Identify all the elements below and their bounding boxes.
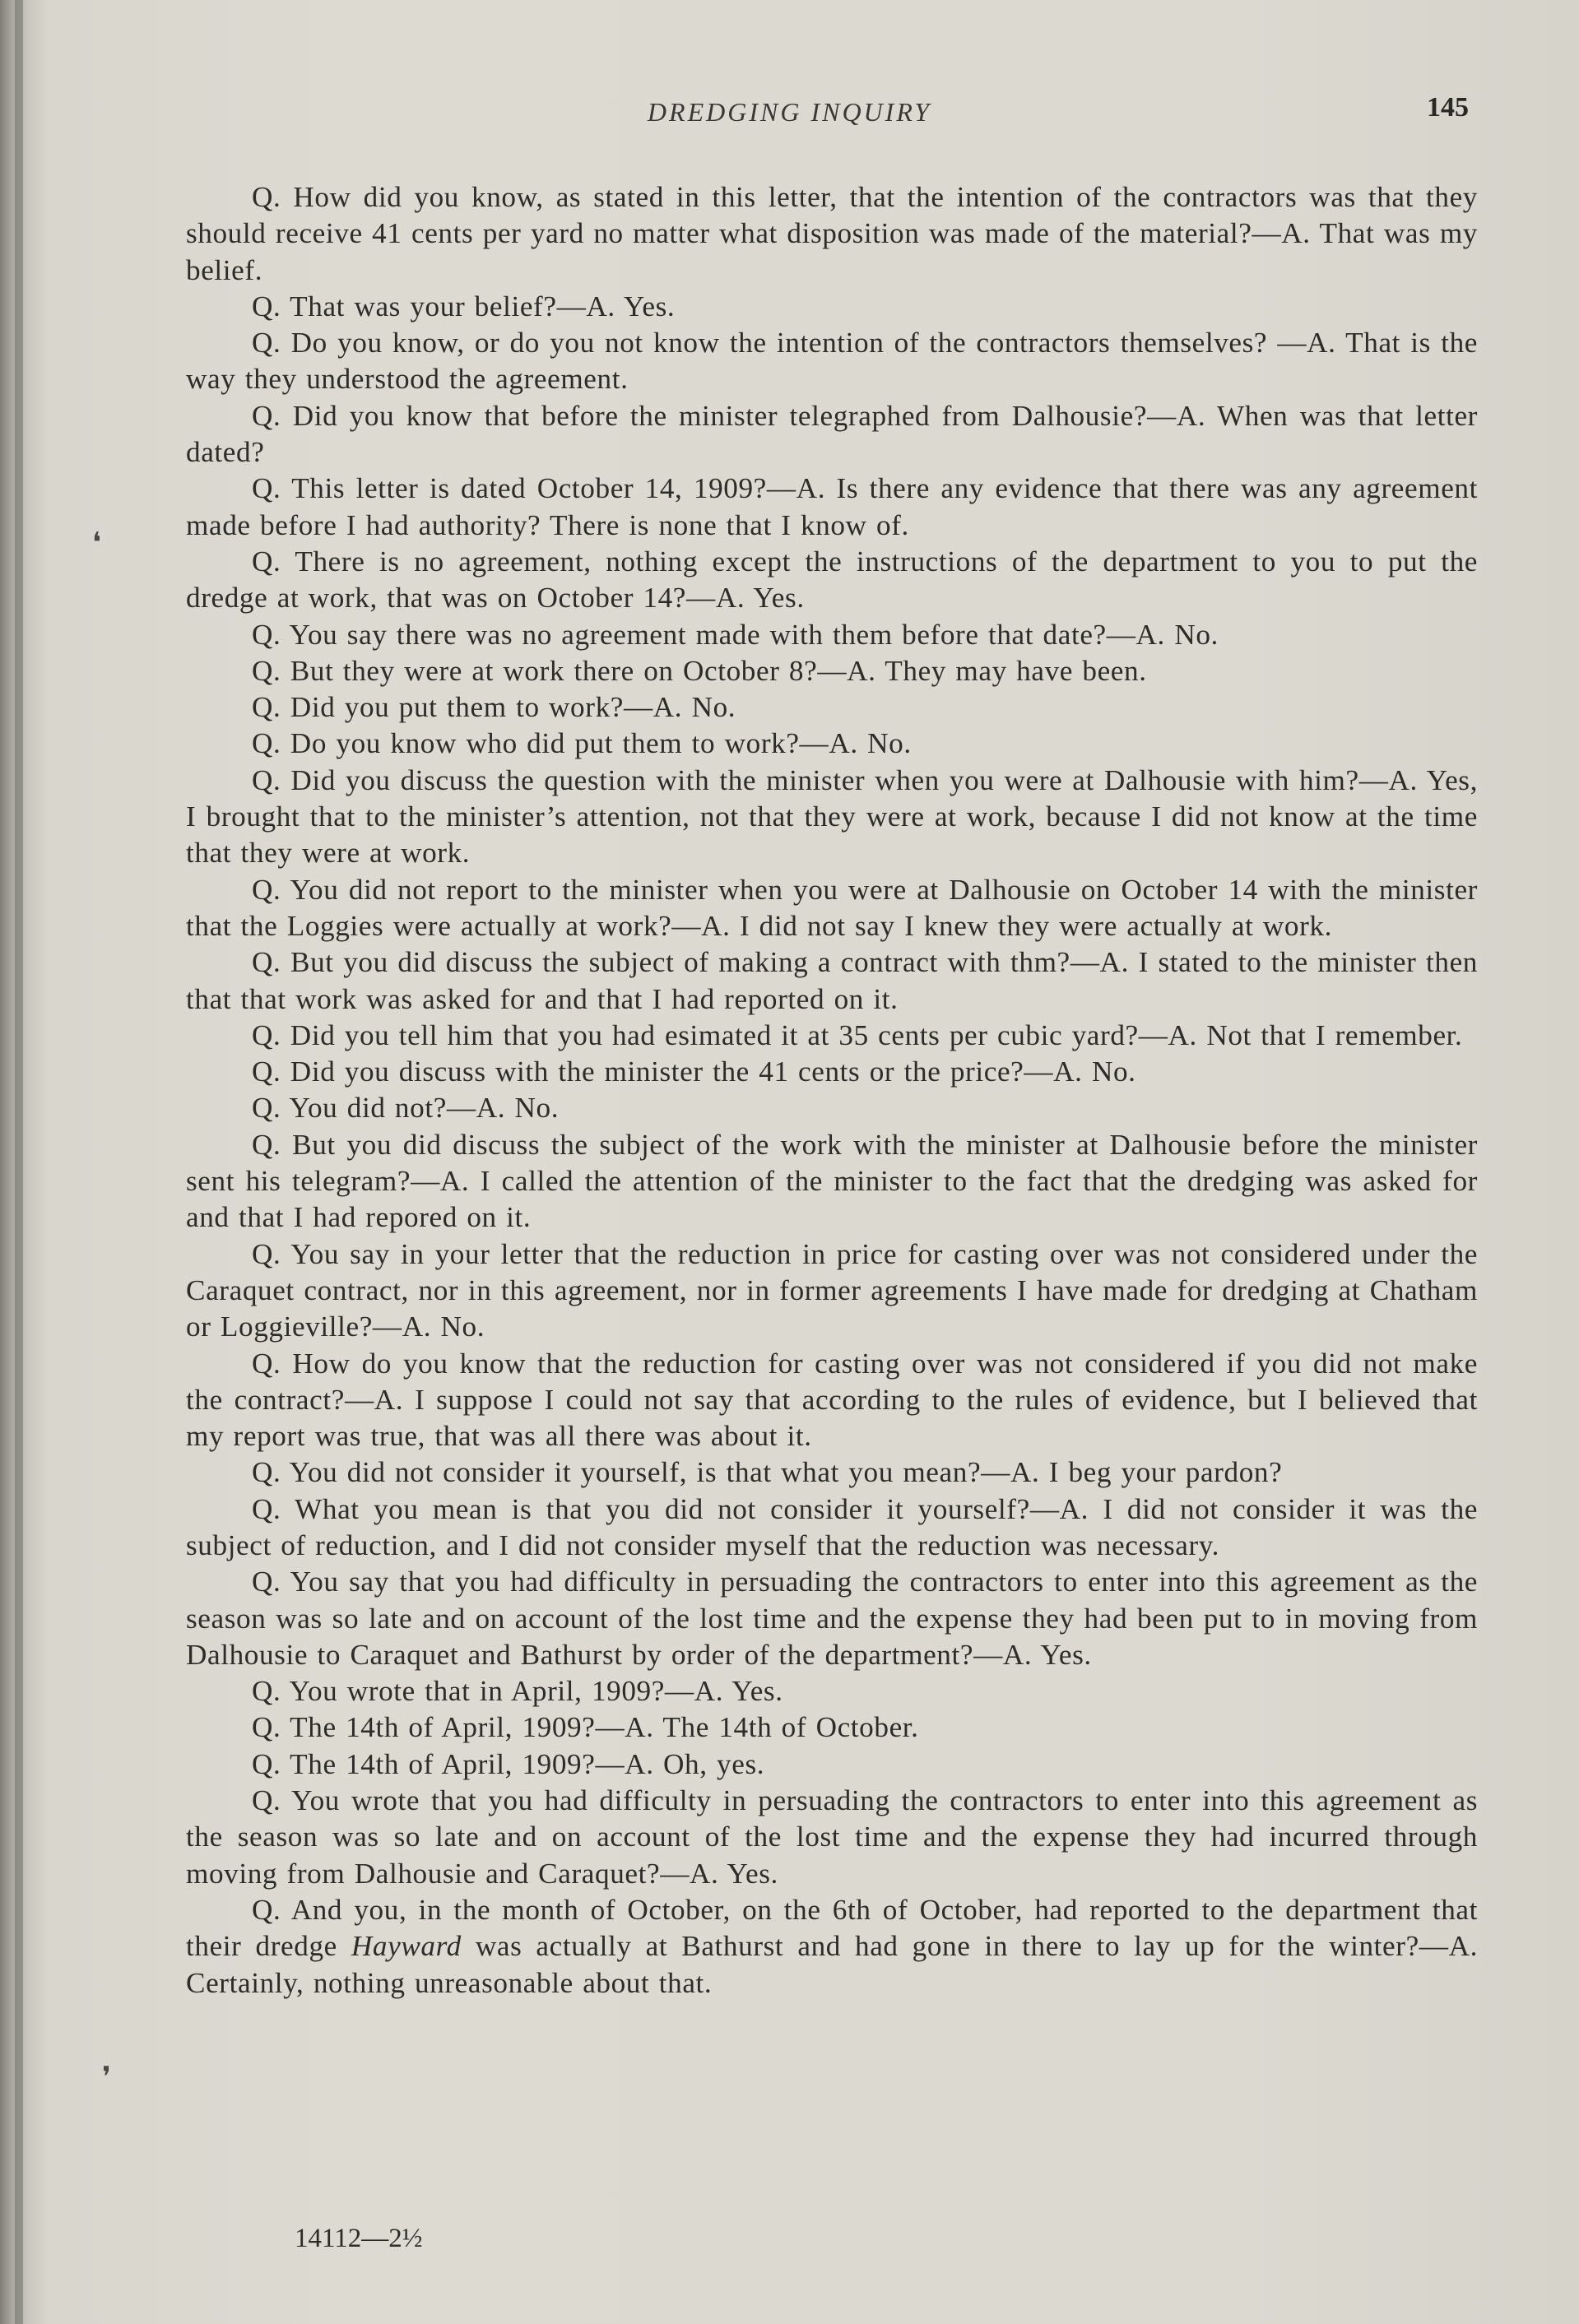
testimony-paragraph: Q. But you did discuss the subject of the work with the minister at Dalhousie before the minister sent his telegram?—A. I called the attention of the minister to the fact that the dredging was asked for and that I had repored on it. [186, 1128, 1478, 1234]
testimony-paragraph: Q. The 14th of April, 1909?—A. Oh, yes. [252, 1747, 765, 1780]
testimony-paragraph: Q. You say there was no agreement made with them before that date?—A. No. [252, 618, 1219, 651]
testimony-paragraph: Q. Did you discuss with the minister the 41 cents or the price?—A. No. [252, 1055, 1136, 1088]
dredge-name: Hayward [351, 1930, 462, 1963]
testimony-paragraph: Q. This letter is dated October 14, 1909?—A. Is there any evidence that there was any agreement made before I had authority? There is none that I know of. [186, 472, 1478, 541]
testimony-paragraph: Q. You wrote that you had difficulty in persuading the contractors to enter into this agreement as the season was so late and on account of the lost time and the expense they had incurred through moving from Dalhousie and Caraquet?—A. Yes. [186, 1784, 1478, 1890]
testimony-paragraph-last [186, 1892, 1478, 2002]
page-number: 145 [1427, 92, 1469, 123]
testimony-paragraph: Q. You did not consider it yourself, is that what you mean?—A. I beg your pardon? [252, 1456, 1283, 1489]
testimony-body [186, 179, 1478, 2002]
testimony-paragraph: Q. Did you know that before the minister telegraphed from Dalhousie?—A. When was that letter dated? [186, 399, 1478, 469]
testimony-paragraph: Q. Do you know who did put them to work?—A. No. [252, 727, 912, 760]
running-header: DREDGING INQUIRY [647, 97, 932, 127]
testimony-paragraph: Q. Did you put them to work?—A. No. [252, 691, 736, 724]
text-run: Q. And you, in the month of October, on the 6th of October, had reported to the department that their dredge [186, 1893, 1478, 1963]
testimony-paragraph: Q. You did not report to the minister when you were at Dalhousie on October 14 with the minister that the Loggies were actually at work?—A. I did not say I knew they were actually at work. [186, 873, 1478, 942]
testimony-paragraph: Q. Do you know, or do you not know the intention of the contractors themselves? —A. That is the way they understood the agreement. [186, 327, 1478, 396]
testimony-paragraph: Q. You wrote that in April, 1909?—A. Yes. [252, 1675, 783, 1708]
testimony-paragraph: Q. But they were at work there on October 8?—A. They may have been. [252, 654, 1147, 687]
margin-mark: ❛ [92, 528, 101, 559]
testimony-paragraph: Q. But you did discuss the subject of making a contract with thm?—A. I stated to the minister then that that work was asked for and that I had reported on it. [186, 946, 1478, 1015]
testimony-paragraph: Q. How did you know, as stated in this letter, that the intention of the contractors was that they should receive 41 cents per yard no matter what disposition was made of the material?—A. That was my belief. [186, 181, 1478, 286]
text-run: was actually at Bathurst and had gone in there to lay up for the winter?—A. Certainly, nothing unreasonable about that. [186, 1930, 1478, 1999]
testimony-paragraph: Q. There is no agreement, nothing except the instructions of the department to you to put the dredge at work, that was on October 14?—A. Yes. [186, 545, 1478, 615]
testimony-paragraph: Q. You say that you had difficulty in persuading the contractors to enter into this agreement as the season was so late and on account of the lost time and the expense they had been put to in moving from Dalhousie to Caraquet and Bathurst by order of the department?—A. Yes. [186, 1566, 1478, 1671]
printer-signature: 14112—2½ [295, 2224, 423, 2253]
testimony-paragraph: Q. Did you tell him that you had esimated it at 35 cents per cubic yard?—A. Not that I remember. [252, 1018, 1463, 1051]
testimony-paragraph: Q. You did not?—A. No. [252, 1092, 560, 1125]
testimony-paragraph: Q. Did you discuss the question with the minister when you were at Dalhousie with him?—A. Yes, I brought that to the minister’s attention, not that they were at work, because I did not know at the time that they were at work. [186, 763, 1478, 870]
testimony-paragraph: Q. What you mean is that you did not consider it yourself?—A. I did not consider it was the subject of reduction, and I did not consider myself that the reduction was necessary. [186, 1492, 1478, 1561]
testimony-paragraph: Q. The 14th of April, 1909?—A. The 14th of October. [252, 1711, 919, 1744]
testimony-paragraph: Q. How do you know that the reduction for casting over was not considered if you did not make the contract?—A. I suppose I could not say that according to the rules of evidence, but I believed that my report was true, that was all there was about it. [186, 1347, 1478, 1453]
margin-mark: ❜ [102, 2062, 111, 2093]
testimony-paragraph: Q. You say in your letter that the reduction in price for casting over was not considered under the Caraquet contract, nor in this agreement, nor in former agreements I have made for dredging at Chatham or Loggieville?—A. No. [186, 1237, 1478, 1343]
binding-gutter [15, 0, 23, 2324]
testimony-paragraph: Q. That was your belief?—A. Yes. [252, 290, 676, 322]
